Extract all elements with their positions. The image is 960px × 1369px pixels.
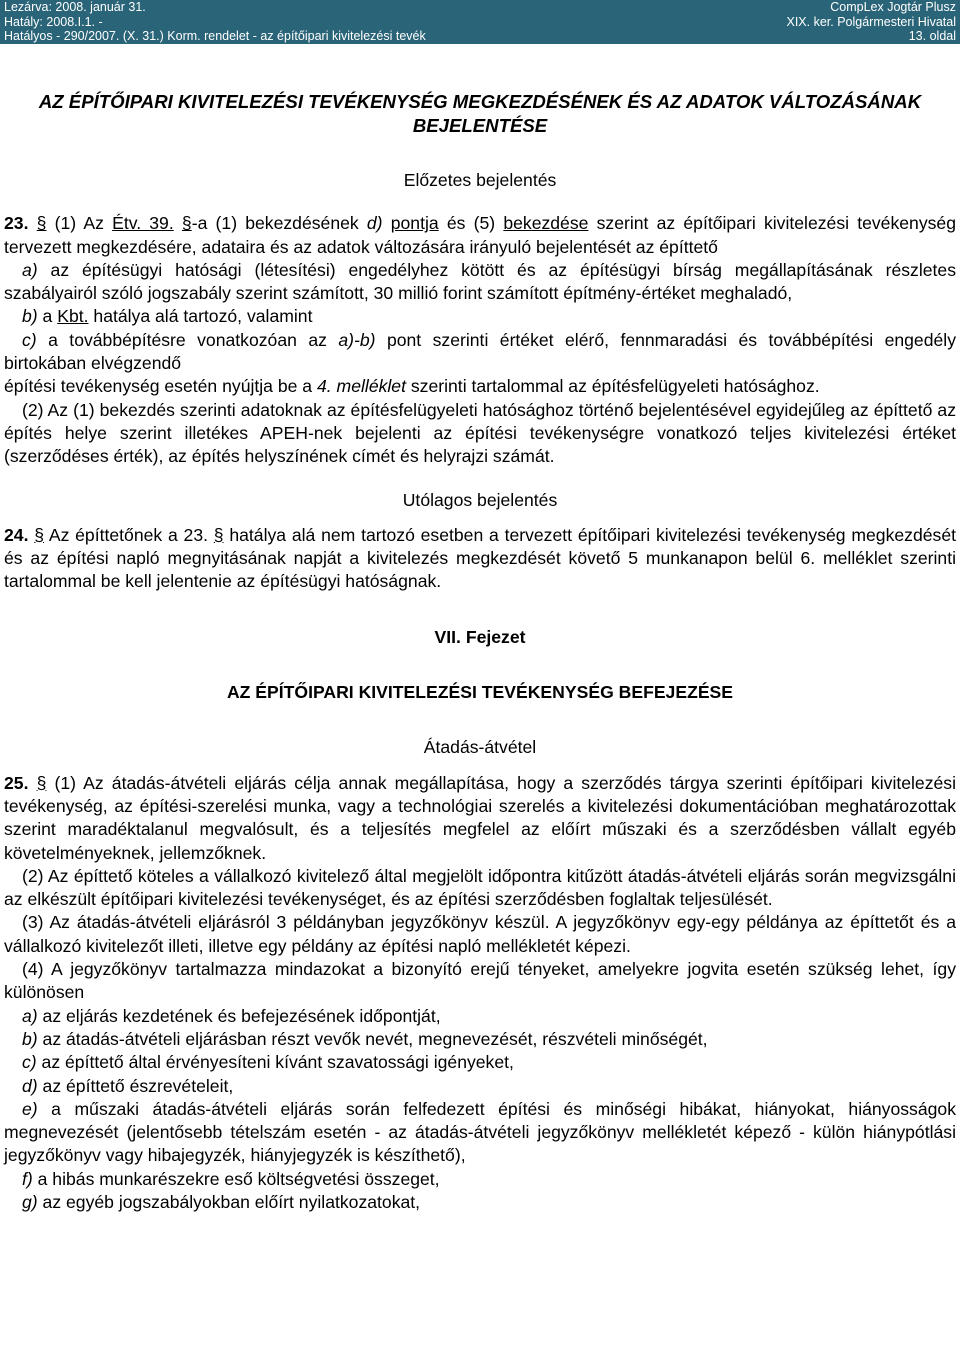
section-number: 23. — [4, 213, 29, 234]
paragraph-25-3: (3) Az átadás-átvételi eljárásról 3 példányban jegyzőkönyv készül. A jegyzőkönyv egy-egy példánya az építtetőt és a vállalkozó kivitelezőt illeti, illetve egy példány az építési napló mellékletét képezi. — [4, 912, 956, 956]
page-header — [0, 0, 960, 44]
paragraph-23-2: (2) Az (1) bekezdés szerinti adatoknak az építésfelügyeleti hatósághoz történő bejelentésével egyidejűleg az építtető az építés helye szerint illetékes APEH-nek bejelenti az építési tevékenységre vonatkozó teljes kivitelezési értéket (szerződéses érték), az építés helyszínének címét és helyrajzi számát. — [4, 399, 956, 467]
paragraph-23-1: 23. § (1) Az Étv. 39. §-a (1) bekezdésének d) pontja és (5) bekezdése szerint az építőipari kivitelezési tevékenység tervezett megkezdésére, adataira és az adatok változására irányuló bejelentését az építtető — [4, 213, 956, 257]
item-23-closing: építési tevékenység esetén nyújtja be a 4. melléklet szerinti tartalommal az építésfelügyeleti hatósághoz. — [4, 376, 820, 397]
document-body — [4, 90, 956, 1214]
bekezdes-link[interactable]: bekezdése — [503, 213, 589, 234]
list-item: g) az egyéb jogszabályokban előírt nyilatkozatokat, — [22, 1191, 421, 1212]
section-symbol-link-2[interactable]: § — [181, 213, 192, 234]
etv-link[interactable]: Étv. 39. — [112, 213, 174, 234]
list-item: d) az építtető észrevételeit, — [22, 1075, 234, 1096]
item-23-b: b) a Kbt. hatálya alá tartozó, valamint — [22, 306, 313, 327]
item-23-a: a) az építésügyi hatósági (létesítési) engedélyhez kötött és az építésügyi bírság megállapításának részletes szabályairól szóló jogszabály szerint számított, 30 millió forint számított építmény-értéket meghaladó, — [4, 259, 956, 304]
header-product: CompLex Jogtár Plusz — [830, 0, 956, 14]
paragraph-25-2: (2) Az építtető köteles a vállalkozó kivitelező által megjelölt időpontra kitűzött átadás-átvételi eljárás során megvizsgálni az elkészült építőipari kivitelezési tevékenységet, és az építési szerződésben foglaltak teljesülését. — [4, 865, 956, 910]
list-item: e) a műszaki átadás-átvételi eljárás során felfedezett építési és minőségi hibákat, hiányokat, hiányosságok megnevezését (jelentősebb tételszám esetén - az átadás-átvételi jegyzőkönyv mellékletét képező - külön hiánypótlási jegyzőkönyv vagy hibajegyzék, hiányjegyzék is készíthető), — [4, 1098, 956, 1166]
header-right — [786, 0, 956, 44]
item-23-c: c) a továbbépítésre vonatkozóan az a)-b) pont szerinti értéket elérő, fennmaradási és továbbépítési engedély birtokában elvégzendő — [4, 329, 956, 374]
list-item: f) a hibás munkarészekre eső költségvetési összeget, — [22, 1168, 440, 1189]
header-office: XIX. ker. Polgármesteri Hivatal — [786, 14, 956, 29]
header-page-number: 13. oldal — [908, 29, 956, 43]
paragraph-25-4: (4) A jegyzőkönyv tartalmazza mindazokat a bizonyító erejű tényeket, amelyekre jogvita esetén szükség lehet, így különösen — [4, 959, 956, 1003]
list-item: a) az eljárás kezdetének és befejezésének időpontját, — [22, 1005, 441, 1026]
header-closed-date: Lezárva: 2008. január 31. — [4, 0, 146, 14]
chapter-title: AZ ÉPÍTŐIPARI KIVITELEZÉSI TEVÉKENYSÉG BEFEJEZÉSE — [226, 682, 734, 703]
subheading-prior-notification: Előzetes bejelentés — [403, 170, 557, 190]
header-left — [4, 0, 426, 44]
subheading-subsequent-notification: Utólagos bejelentés — [402, 489, 558, 510]
subheading-handover: Átadás-átvétel — [423, 737, 537, 758]
paragraph-24: 24. § Az építtetőnek a 23. § hatálya alá nem tartozó esetben a tervezett építőipari kivitelezési tevékenység megkezdését és az építési napló megnyitásának napját a kivitelezés megkezdését követő 5 munkanapon belül 6. melléklet szerinti tartalommal be kell jelentenie az építésügyi hatóságnak. — [4, 524, 956, 592]
section-title: AZ ÉPÍTŐIPARI KIVITELEZÉSI TEVÉKENYSÉG MEGKEZDÉSÉNEK ÉS AZ ADATOK VÁLTOZÁSÁNAK BEJELENTÉSE — [38, 91, 922, 136]
section-symbol-link-3[interactable]: § — [34, 524, 45, 545]
section-symbol-link-4[interactable]: § — [213, 524, 224, 545]
list-item: c) az építtető által érvényesíteni kívánt szavatossági igényeket, — [22, 1052, 514, 1073]
header-effective: Hatály: 2008.I.1. - — [4, 14, 103, 29]
pont-link[interactable]: pontja — [390, 213, 439, 234]
header-document-title: Hatályos - 290/2007. (X. 31.) Korm. rendelet - az építőipari kivitelezési tevék — [4, 29, 426, 43]
kbt-link[interactable]: Kbt. — [57, 306, 89, 327]
chapter-number: VII. Fejezet — [434, 626, 526, 647]
section-symbol-link[interactable]: § — [36, 213, 47, 234]
section-symbol-link-5[interactable]: § — [36, 772, 47, 793]
paragraph-25-1: 25. § (1) Az átadás-átvételi eljárás célja annak megállapítása, hogy a szerződés tárgya szerinti építőipari kivitelezési tevékenység, az építési-szerelési munka, vagy a technológiai szerelés a kivitelezési dokumentációban meghatározottak szerint maradéktalanul megvalósult, és a teljesítés megfelel az előírt műszaki és a szerződésben vállalt egyéb követelményeknek, jellemzőknek. — [4, 772, 957, 863]
list-item: b) az átadás-átvételi eljárásban részt vevők nevét, megnevezését, részvételi minőségét, — [22, 1028, 708, 1049]
